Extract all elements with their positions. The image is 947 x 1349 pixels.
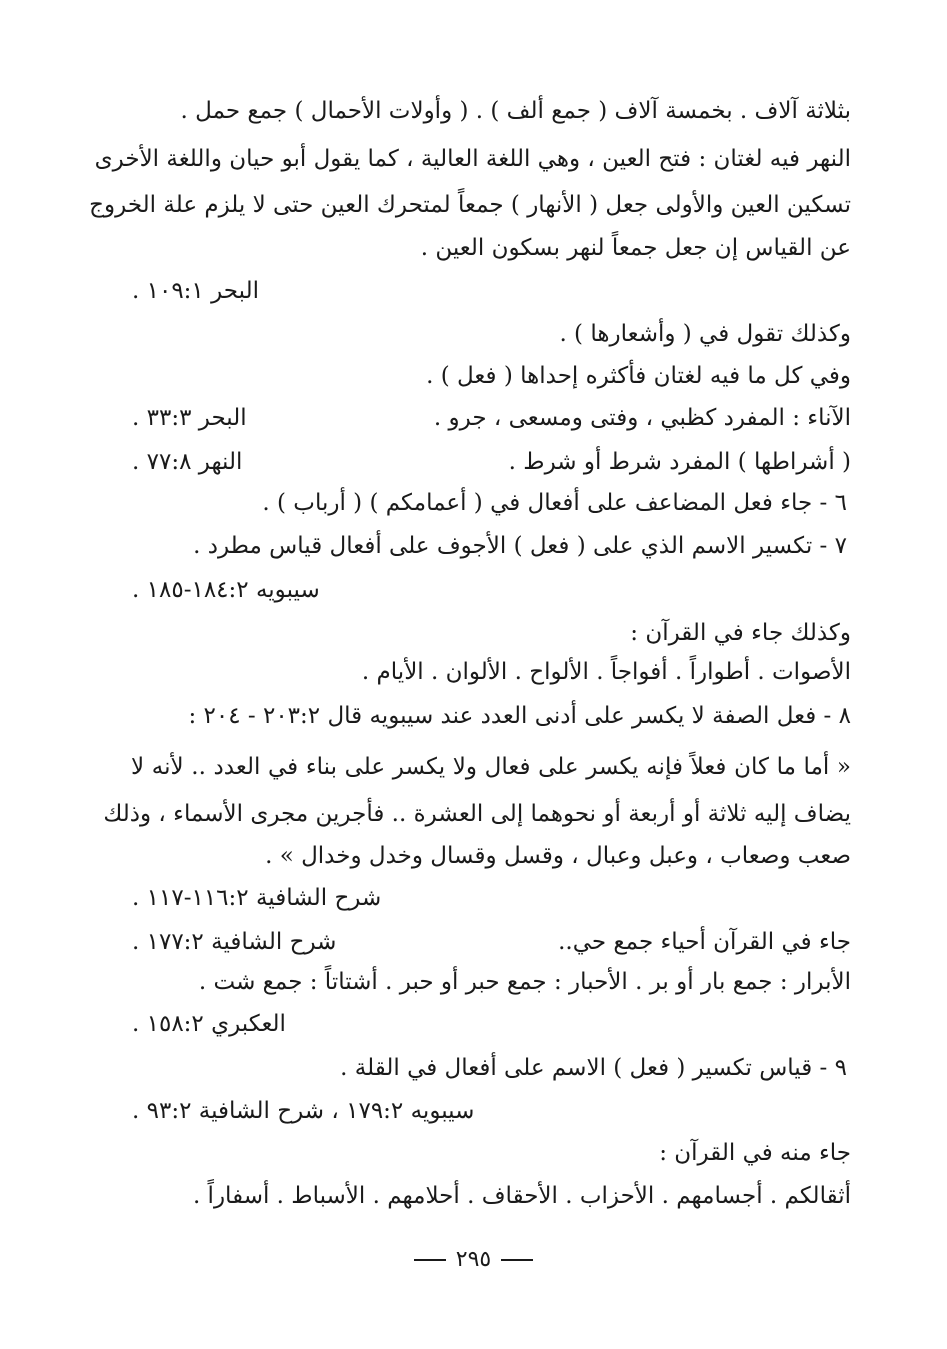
- reference: البحر ١٠٩:١ .: [132, 278, 259, 304]
- text-line: عن القياس إن جعل جمعاً لنهر بسكون العين .: [420, 235, 851, 261]
- numbered-item: ٩ - قياس تكسير ( فعل ) الاسم على أفعال في القلة .: [340, 1055, 847, 1081]
- text-line: وكذلك جاء في القرآن :: [630, 620, 851, 646]
- reference: سيبويه ١٨٤:٢-١٨٥ .: [132, 577, 320, 603]
- text-line: جاء منه في القرآن :: [659, 1140, 851, 1166]
- quote-line: صعب وصعاب ، وعبل وعبال ، وقسل وقسال وخدل وخدال » .: [265, 843, 851, 869]
- numbered-item: ٨ - فعل الصفة لا يكسر على أدنى العدد عند سيبويه قال ٢٠٣:٢ - ٢٠٤ :: [188, 703, 851, 729]
- text-line: النهر فيه لغتان : فتح العين ، وهي اللغة العالية ، كما يقول أبو حيان واللغة الأخرى: [94, 146, 851, 172]
- reference: سيبويه ١٧٩:٢ ، شرح الشافية ٩٣:٢ .: [132, 1098, 475, 1124]
- reference: شرح الشافية ١١٦:٢-١١٧ .: [132, 885, 382, 911]
- reference: البحر ٣٣:٣ .: [132, 405, 247, 431]
- quote-line: « أما ما كان فعلاً فإنه يكسر على فعال ولا يكسر على بناء في العدد .. لأنه لا: [131, 754, 851, 780]
- page-number-dash: [414, 1259, 446, 1261]
- quote-line: يضاف إليه ثلاثة أو أربعة أو نحوهما إلى العشرة .. فأجرين مجرى الأسماء ، وذلك: [103, 801, 851, 827]
- text-line: أثقالكم . أجسامهم . الأحزاب . الأحقاف . أحلامهم . الأسباط . أسفاراً .: [192, 1183, 851, 1209]
- text-line: الأصوات . أطواراً . أفواجاً . الألواح . الألوان . الأيام .: [361, 659, 851, 685]
- text-line: وفي كل ما فيه لغتان فأكثره إحداها ( فعل ) .: [426, 363, 851, 389]
- page-number-text: ٢٩٥: [455, 1247, 492, 1272]
- text-line: بثلاثة آلاف . بخمسة آلاف ( جمع ألف ) . ( وأولات الأحمال ) جمع حمل .: [180, 98, 851, 124]
- text-line: وكذلك تقول في ( وأشعارها ) .: [559, 321, 851, 347]
- reference: العكبري ١٥٨:٢ .: [132, 1011, 286, 1037]
- text-line: الأبرار : جمع بار أو بر . الأحبار : جمع حبر أو حبر . أشتاتاً : جمع شت .: [198, 969, 851, 995]
- page-number: [0, 1245, 947, 1275]
- text-line: ( أشراطها ) المفرد شرط أو شرط .: [508, 449, 851, 475]
- numbered-item: ٧ - تكسير الاسم الذي على ( فعل ) الأجوف على أفعال قياس مطرد .: [193, 533, 847, 559]
- text-line: الآناء : المفرد كظبي ، وفتى ومسعى ، جرو .: [433, 405, 851, 431]
- page-number-dash: [501, 1259, 533, 1261]
- reference: النهر ٧٧:٨ .: [132, 449, 243, 475]
- text-line: تسكين العين والأولى جعل ( الأنهار ) جمعاً لمتحرك العين حتى لا يلزم علة الخروج: [89, 192, 851, 218]
- reference: شرح الشافية ١٧٧:٢ .: [132, 929, 337, 955]
- numbered-item: ٦ - جاء فعل المضاعف على أفعال في ( أعمامكم ) ( أرباب ) .: [262, 490, 847, 516]
- text-line: جاء في القرآن أحياء جمع حي..: [558, 929, 851, 955]
